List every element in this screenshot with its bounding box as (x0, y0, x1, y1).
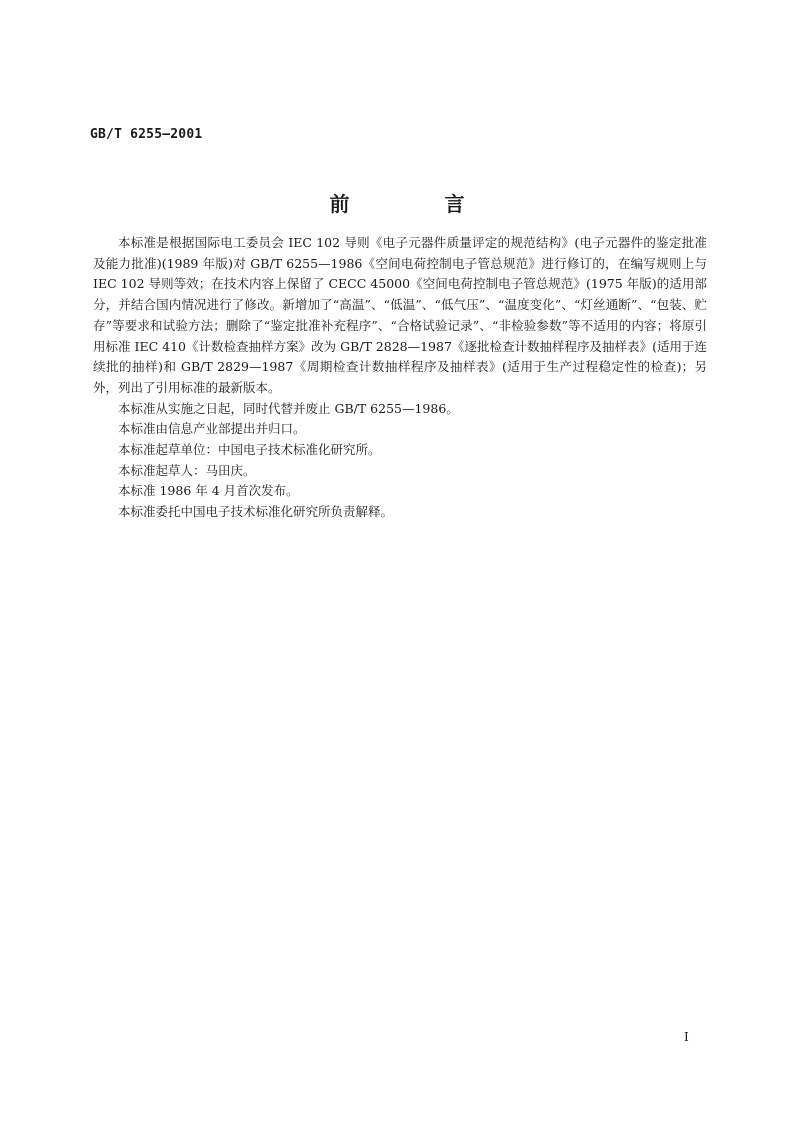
paragraph-supersedes: 本标准从实施之日起，同时代替并废止 GB/T 6255—1986。 (118, 400, 459, 416)
paragraph-revision-basis: 本标准是根据国际电工委员会 IEC 102 导则《电子元器件质量评定的规范结构》(电子元器件的鉴定批准及能力批准)(1989 年版)对 GB/T 6255—1986《空间电荷控制电子管总规范》进行修订的，在编写规则上与 IEC 102 导则等效；在技术内容上保留了 CECC 45000《空间电荷控制电子管总规范》(1975 年版)的适用部分，并结合国内情况进行了修改。新增加了“高温”、“低温”、“低气压”、“温度变化”、“灯丝通断”、“包装、贮存”等要求和试验方法；删除了“鉴定批准补充程序”、“合格试验记录”、“非检验参数”等不适用的内容；将原引用标准 IEC 410《计数检查抽样方案》改为 GB/T 2828—1987《逐批检查计数抽样程序及抽样表》(适用于连续批的抽样)和 GB/T 2829—1987《周期检查计数抽样程序及抽样表》(适用于生产过程稳定性的检查)；另外，列出了引用标准的最新版本。 (93, 235, 707, 395)
section-title: 前 言 (329, 192, 509, 216)
foreword-body (93, 233, 707, 523)
paragraph-proposed-by: 本标准由信息产业部提出并归口。 (118, 421, 306, 437)
paragraph-interpretation: 本标准委托中国电子技术标准化研究所负责解释。 (118, 504, 394, 520)
paragraph-drafter: 本标准起草人：马田庆。 (118, 462, 256, 478)
paragraph-first-published: 本标准 1986 年 4 月首次发布。 (118, 483, 299, 499)
standard-code: GB/T 6255—2001 (90, 127, 203, 142)
page-number: I (684, 1030, 689, 1044)
paragraph-drafting-unit: 本标准起草单位：中国电子技术标准化研究所。 (118, 442, 381, 458)
